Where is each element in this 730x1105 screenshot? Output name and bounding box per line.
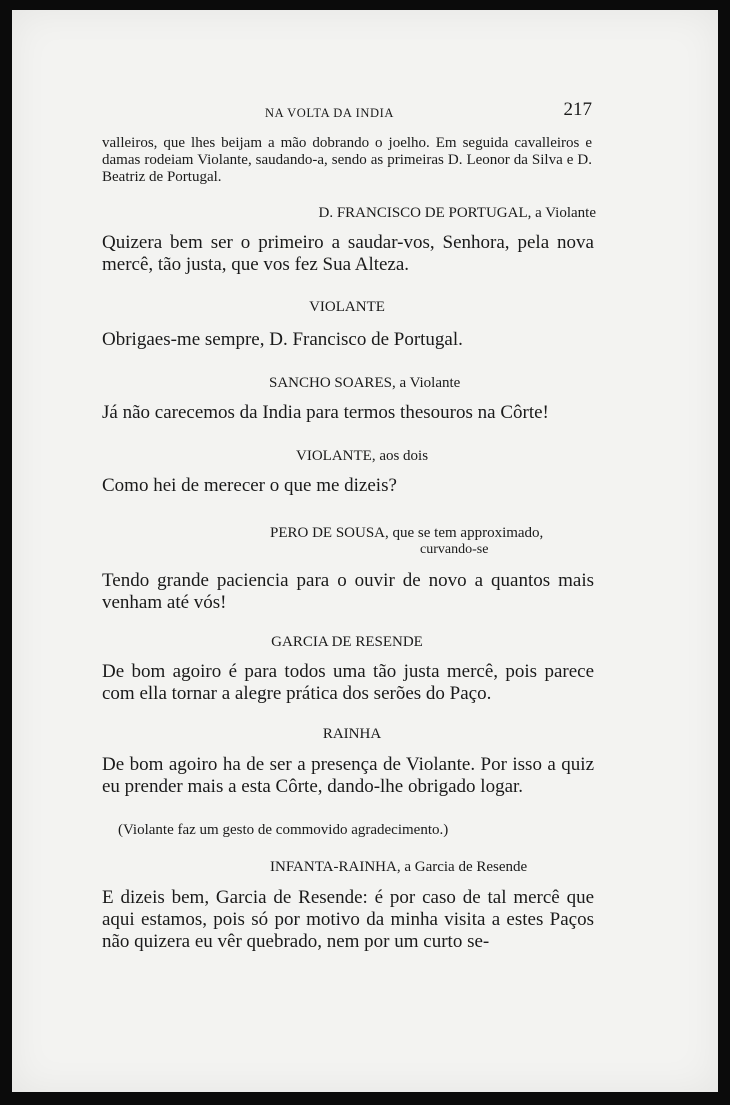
speaker-cue-violante: VIOLANTE: [309, 299, 385, 315]
speaker-cue-pero-line2: curvando-se: [420, 542, 489, 557]
speaker-cue-d-francisco: D. FRANCISCO DE PORTUGAL, a Violante: [318, 205, 596, 221]
speech-violante-aos-dois: Como hei de merecer o que me dizeis?: [102, 475, 397, 496]
book-page: [12, 10, 718, 1092]
page-header: [102, 99, 592, 127]
running-title: NA VOLTA DA INDIA: [265, 106, 394, 120]
speaker-cue-sancho-soares: SANCHO SOARES, a Violante: [269, 375, 461, 391]
speaker-cue-rainha: RAINHA: [322, 726, 382, 742]
speech-infanta-rainha: E dizeis bem, Garcia de Resende: é por caso de tal mercê que aqui estamos, pois só por motivo da minha visita a estes Paços não quizera eu vêr quebrado, nem por um curto se-: [102, 887, 594, 952]
speech-garcia-de-resende: De bom agoiro é para todos uma tão justa mercê, pois parece com ella tornar a alegre prática dos serões do Paço.: [102, 661, 594, 704]
speaker-cue-garcia-de-resende: GARCIA DE RESENDE: [271, 634, 423, 650]
page-number: 217: [563, 99, 592, 120]
speaker-cue-pero-line1: PERO DE SOUSA, que se tem approximado,: [270, 525, 544, 541]
stage-direction: valleiros, que lhes beijam a mão dobrando o joelho. Em seguida cavalleiros e damas rodeiam Violante, saudando-a, sendo as primeiras D. Leonor da Silva e D. Beatriz de Portugal.: [102, 135, 592, 185]
stage-direction-gesture: (Violante faz um gesto de commovido agradecimento.): [118, 822, 449, 838]
speech-violante: Obrigaes-me sempre, D. Francisco de Portugal.: [102, 329, 463, 350]
speech-d-francisco: Quizera bem ser o primeiro a saudar-vos, Senhora, pela nova mercê, tão justa, que vos fez Sua Alteza.: [102, 232, 594, 275]
speaker-cue-infanta-rainha: INFANTA-RAINHA, a Garcia de Resende: [270, 859, 528, 875]
speech-rainha: De bom agoiro ha de ser a presença de Violante. Por isso a quiz eu prender mais a esta Côrte, dando-lhe obrigado logar.: [102, 754, 594, 797]
speech-sancho-soares: Já não carecemos da India para termos thesouros na Côrte!: [102, 402, 549, 423]
speaker-cue-violante-aos-dois: VIOLANTE, aos dois: [296, 448, 429, 464]
speaker-cue-pero-de-sousa: [270, 525, 610, 558]
speech-pero-de-sousa: Tendo grande paciencia para o ouvir de novo a quantos mais venham até vós!: [102, 570, 594, 613]
